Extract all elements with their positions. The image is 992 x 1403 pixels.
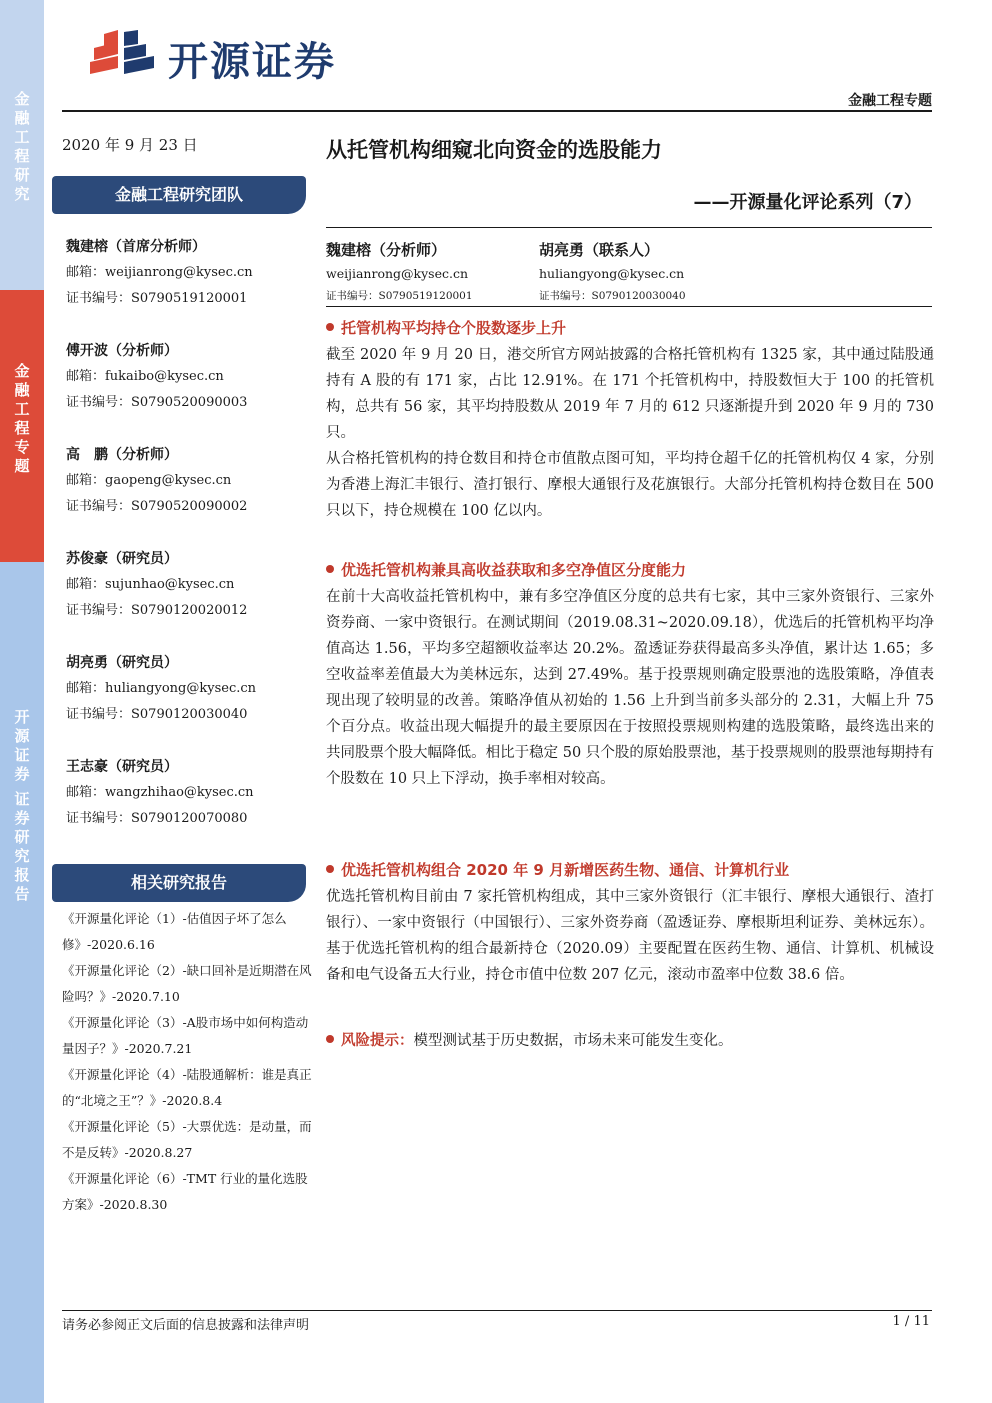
analyst-card	[66, 442, 316, 520]
section-paragraph: 截至 2020 年 9 月 20 日，港交所官方网站披露的合格托管机构有 1325 家，其中通过陆股通持有 A 股的有 171 家，占比 12.91%。在 171 个托管机构中，持股数恒大于 100 的托管机构，总共有 56 家，其平均持股数从 2019 年 7 月的 612 只逐渐提升到 2020 年 9 月的 730 只。	[326, 347, 934, 441]
report-title: 从托管机构细窥北向资金的选股能力	[326, 138, 662, 162]
author-name: 魏建榕（分析师）	[326, 241, 447, 259]
strip-segment-bottom	[0, 562, 44, 1403]
section-paragraph: 优选托管机构目前由 7 家托管机构组成，其中三家外资银行（汇丰银行、摩根大通银行、渣打银行）、一家中资银行（中国银行）、三家外资券商（盈透证券、摩根斯坦利证券、美林远东）。基于优选托管机构的组合最新持仓（2020.09）主要配置在医药生物、通信、计算机、机械设备和电气设备五大行业，持仓市值中位数 207 亿元，滚动市盈率中位数 38.6 倍。	[326, 889, 934, 983]
analyst-email: 邮箱：gaopeng@kysec.cn	[66, 473, 232, 488]
bullet-dot-icon	[326, 565, 334, 573]
strip-label-bottom: 开 源 证 券 证 券 研 究 报 告	[14, 708, 30, 903]
related-report-link[interactable]: 《开源量化评论（6）-TMT 行业的量化选股方案》-2020.8.30	[62, 1171, 308, 1212]
analyst-cert: 证书编号：S0790520090002	[66, 499, 248, 514]
strip-label-top: 金 融 工 程 研 究	[14, 90, 30, 203]
author-block	[539, 238, 686, 306]
related-report-link[interactable]: 《开源量化评论（2）-缺口回补是近期潜在风险吗？》-2020.7.10	[62, 963, 312, 1004]
analyst-name: 胡亮勇（研究员）	[66, 655, 178, 671]
analyst-name: 王志豪（研究员）	[66, 759, 178, 775]
bullet-dot-icon	[326, 1035, 334, 1043]
summary-section	[326, 856, 934, 988]
company-logo	[84, 28, 336, 88]
analyst-email: 邮箱：fukaibo@kysec.cn	[66, 369, 224, 384]
related-panel-title: 相关研究报告	[52, 864, 306, 902]
analyst-cert: 证书编号：S0790520090003	[66, 395, 248, 410]
footer-divider	[62, 1310, 932, 1311]
side-strip	[0, 0, 44, 1403]
section-paragraph: 从合格托管机构的持仓数目和持仓市值散点图可知，平均持仓超千亿的托管机构仅 4 家，分别为香港上海汇丰银行、渣打银行、摩根大通银行及花旗银行。大部分托管机构持仓数目在 500 只以下，持仓规模在 100 亿以内。	[326, 451, 934, 519]
title-divider	[326, 227, 932, 228]
analyst-card	[66, 650, 316, 728]
author-cert: 证书编号：S0790519120001	[326, 290, 473, 302]
author-email: weijianrong@kysec.cn	[326, 266, 468, 281]
footer-disclaimer: 请务必参阅正文后面的信息披露和法律声明	[62, 1318, 310, 1333]
section-heading: 托管机构平均持仓个股数逐步上升	[326, 314, 934, 342]
analyst-name: 傅开波（分析师）	[66, 343, 178, 359]
author-cert: 证书编号：S0790120030040	[539, 290, 686, 302]
logo-text: 开源证券	[168, 38, 336, 85]
strip-label-middle: 金 融 工 程 专 题	[14, 362, 30, 475]
analyst-cert: 证书编号：S0790519120001	[66, 291, 248, 306]
team-panel-title: 金融工程研究团队	[52, 176, 306, 214]
header-divider	[62, 110, 932, 112]
author-block	[326, 238, 473, 306]
report-category-tag: 金融工程专题	[848, 93, 932, 109]
page-number: 1 / 11	[892, 1314, 930, 1329]
risk-label: 风险提示：	[341, 1033, 414, 1049]
section-heading: 优选托管机构组合 2020 年 9 月新增医药生物、通信、计算机行业	[326, 856, 934, 884]
summary-section	[326, 556, 934, 792]
analyst-email: 邮箱：huliangyong@kysec.cn	[66, 681, 257, 696]
analyst-email: 邮箱：weijianrong@kysec.cn	[66, 265, 253, 280]
section-heading: 优选托管机构兼具高收益获取和多空净值区分度能力	[326, 556, 934, 584]
analyst-card	[66, 234, 316, 312]
risk-warning	[326, 1028, 733, 1054]
report-date: 2020 年 9 月 23 日	[62, 136, 198, 154]
analyst-cert: 证书编号：S0790120020012	[66, 603, 248, 618]
author-divider	[326, 306, 932, 307]
analyst-name: 魏建榕（首席分析师）	[66, 239, 206, 255]
bullet-dot-icon	[326, 865, 334, 873]
logo-mark-icon	[84, 30, 164, 86]
analyst-card	[66, 754, 316, 832]
analyst-card	[66, 338, 316, 416]
analyst-name: 高 鹏（分析师）	[66, 447, 178, 463]
analyst-email: 邮箱：sujunhao@kysec.cn	[66, 577, 235, 592]
analyst-cert: 证书编号：S0790120070080	[66, 811, 248, 826]
related-report-link[interactable]: 《开源量化评论（4）-陆股通解析：谁是真正的“北境之王”？》-2020.8.4	[62, 1067, 312, 1108]
related-report-link[interactable]: 《开源量化评论（3）-A股市场中如何构造动量因子？》-2020.7.21	[62, 1015, 309, 1056]
analyst-email: 邮箱：wangzhihao@kysec.cn	[66, 785, 254, 800]
section-paragraph: 在前十大高收益托管机构中，兼有多空净值区分度的总共有七家，其中三家外资银行、三家外资券商、一家中资银行。在测试期间（2019.08.31~2020.09.18），优选后的托管机构平均净值高达 1.56，平均多空超额收益率达 20.2%。盈透证券获得最高多头净值，累计达 1.65；多空收益率差值最大为美林远东，达到 27.49%。基于投票规则确定股票池的选股策略，净值表现出现了较明显的改善。策略净值从初始的 1.56 上升到当前多头部分的 2.31，大幅上升 75 个百分点。收益出现大幅提升的最主要原因在于按照投票规则构建的选股策略，最终选出来的共同股票个股大幅降低。相比于稳定 50 只个股的原始股票池，基于投票规则的股票池每期持有个股数在 10 只上下浮动，换手率相对较高。	[326, 589, 934, 787]
related-reports-list	[62, 906, 316, 1218]
analyst-cert: 证书编号：S0790120030040	[66, 707, 248, 722]
author-email: huliangyong@kysec.cn	[539, 266, 685, 281]
risk-text: 模型测试基于历史数据，市场未来可能发生变化。	[413, 1033, 733, 1049]
analyst-card	[66, 546, 316, 624]
related-report-link[interactable]: 《开源量化评论（1）-估值因子坏了怎么修》-2020.6.16	[62, 911, 287, 952]
report-subtitle: ——开源量化评论系列（7）	[693, 192, 922, 213]
summary-section	[326, 314, 934, 524]
bullet-dot-icon	[326, 323, 334, 331]
author-name: 胡亮勇（联系人）	[539, 241, 660, 259]
related-report-link[interactable]: 《开源量化评论（5）-大票优选：是动量，而不是反转》-2020.8.27	[62, 1119, 312, 1160]
analyst-name: 苏俊豪（研究员）	[66, 551, 178, 567]
